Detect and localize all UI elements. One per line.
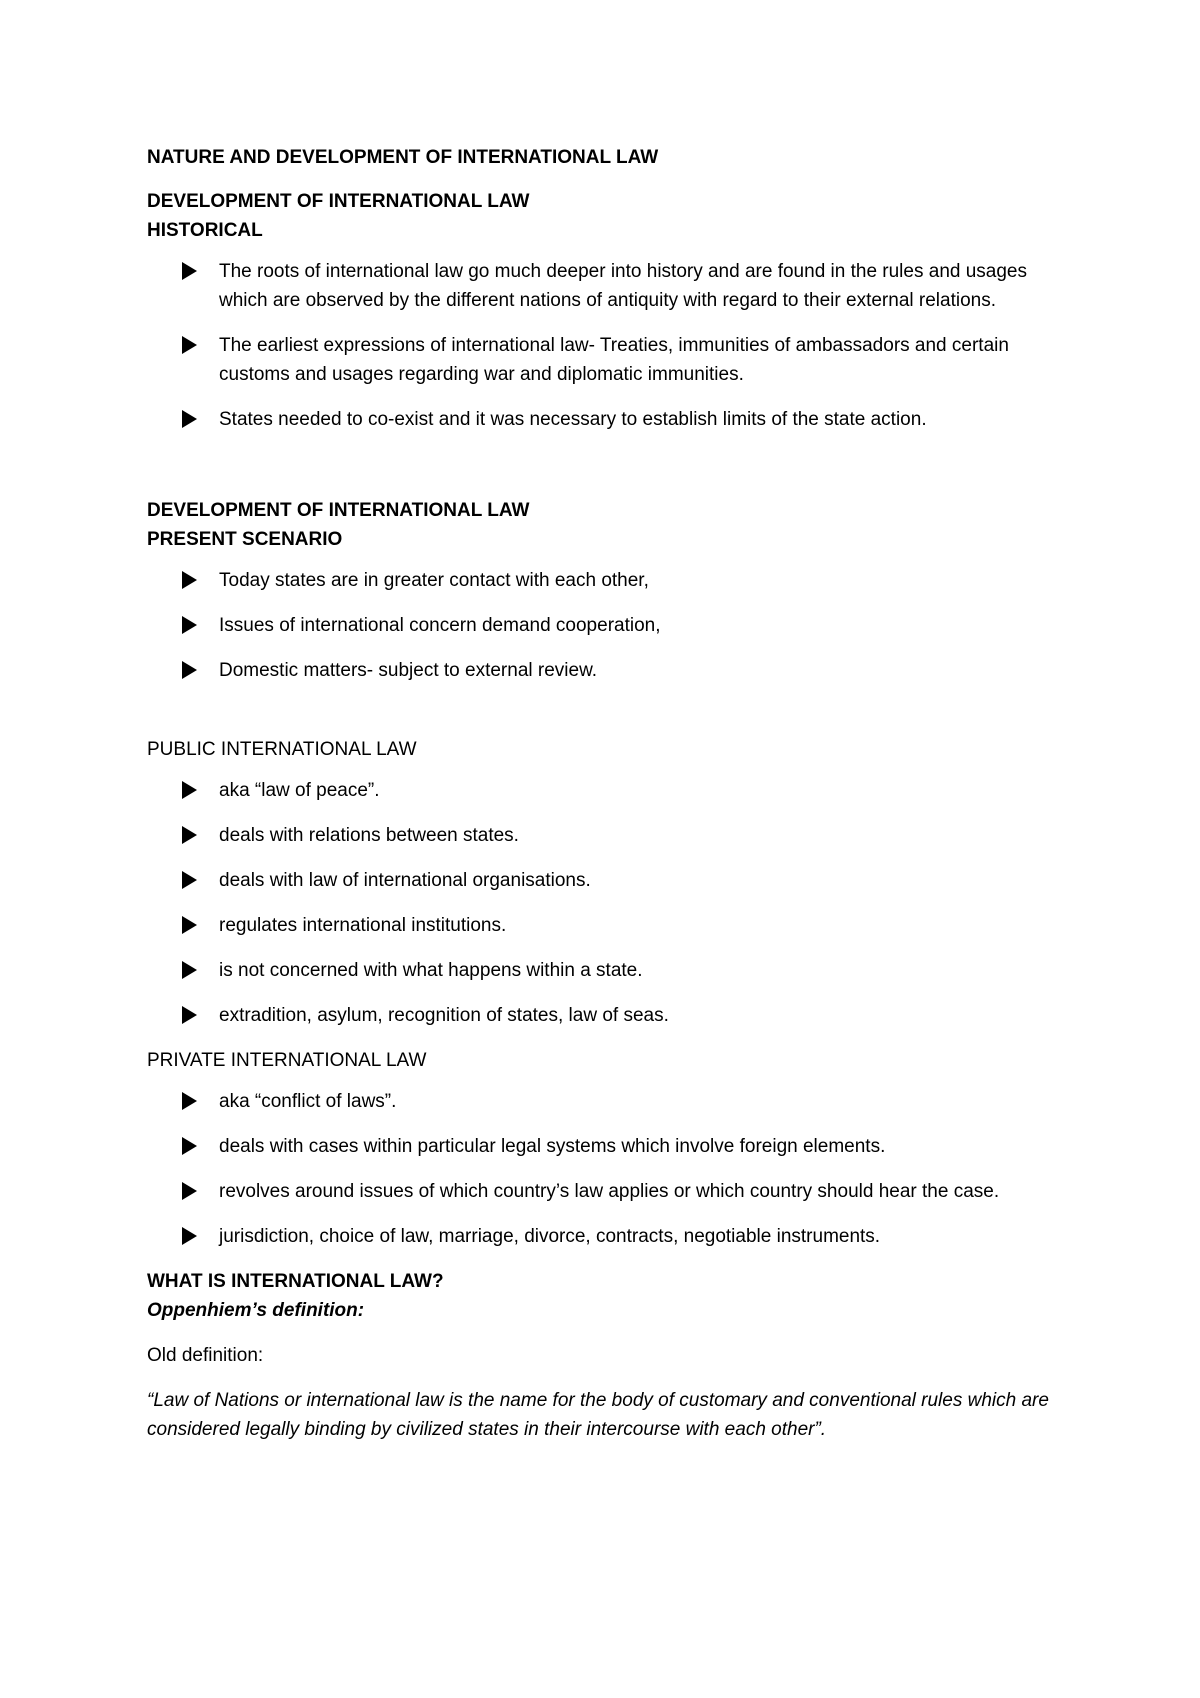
- document-page: [147, 143, 1077, 1444]
- bullet-arrow-icon: [182, 916, 197, 934]
- private-law-bullet-list: [147, 1087, 1077, 1251]
- list-item: [147, 257, 1077, 315]
- old-definition-label: Old definition:: [147, 1345, 264, 1366]
- bullet-arrow-icon: [182, 336, 197, 354]
- bullet-text: aka “conflict of laws”.: [219, 1091, 397, 1112]
- bullet-arrow-icon: [182, 961, 197, 979]
- bullet-text: jurisdiction, choice of law, marriage, divorce, contracts, negotiable instruments.: [219, 1226, 881, 1247]
- definition-subheading: Oppenhiem’s definition:: [147, 1300, 365, 1321]
- present-bullet-list: [147, 566, 1077, 685]
- list-item: [147, 1177, 1077, 1206]
- bullet-text: extradition, asylum, recognition of states, law of seas.: [219, 1005, 669, 1026]
- historical-bullet-list: [147, 257, 1077, 434]
- present-heading-line1: DEVELOPMENT OF INTERNATIONAL LAW: [147, 500, 530, 521]
- bullet-text: Issues of international concern demand cooperation,: [219, 615, 661, 636]
- bullet-arrow-icon: [182, 1006, 197, 1024]
- bullet-arrow-icon: [182, 410, 197, 428]
- list-item: [147, 656, 1077, 685]
- list-item: [147, 1132, 1077, 1161]
- historical-heading-line1: DEVELOPMENT OF INTERNATIONAL LAW: [147, 191, 530, 212]
- bullet-text: Today states are in greater contact with each other,: [219, 570, 649, 591]
- present-heading-line2: PRESENT SCENARIO: [147, 529, 343, 550]
- bullet-text: deals with law of international organisations.: [219, 870, 591, 891]
- list-item: [147, 956, 1077, 985]
- bullet-text: regulates international institutions.: [219, 915, 507, 936]
- bullet-text: deals with relations between states.: [219, 825, 519, 846]
- what-is-heading: WHAT IS INTERNATIONAL LAW?: [147, 1271, 444, 1292]
- list-item: [147, 776, 1077, 805]
- list-item: [147, 331, 1077, 389]
- list-item: [147, 821, 1077, 850]
- bullet-text: States needed to co-exist and it was necessary to establish limits of the state action.: [219, 409, 927, 430]
- bullet-text: The roots of international law go much deeper into history and are found in the rules and usages which are observed by the different nations of antiquity with regard to their external relations.: [219, 261, 1028, 311]
- bullet-arrow-icon: [182, 1092, 197, 1110]
- bullet-arrow-icon: [182, 781, 197, 799]
- list-item: [147, 1087, 1077, 1116]
- list-item: [147, 405, 1077, 434]
- list-item: [147, 1001, 1077, 1030]
- bullet-text: aka “law of peace”.: [219, 780, 380, 801]
- document-title: NATURE AND DEVELOPMENT OF INTERNATIONAL LAW: [147, 147, 659, 168]
- list-item: [147, 1222, 1077, 1251]
- list-item: [147, 866, 1077, 895]
- public-law-bullet-list: [147, 776, 1077, 1030]
- bullet-text: revolves around issues of which country’s law applies or which country should hear the case.: [219, 1181, 1000, 1202]
- list-item: [147, 566, 1077, 595]
- list-item: [147, 911, 1077, 940]
- bullet-arrow-icon: [182, 871, 197, 889]
- private-law-heading: PRIVATE INTERNATIONAL LAW: [147, 1050, 427, 1071]
- bullet-text: The earliest expressions of international law- Treaties, immunities of ambassadors and certain customs and usages regarding war and diplomatic immunities.: [219, 335, 1009, 385]
- bullet-arrow-icon: [182, 571, 197, 589]
- bullet-arrow-icon: [182, 616, 197, 634]
- bullet-arrow-icon: [182, 1182, 197, 1200]
- bullet-text: deals with cases within particular legal systems which involve foreign elements.: [219, 1136, 886, 1157]
- bullet-arrow-icon: [182, 826, 197, 844]
- bullet-arrow-icon: [182, 262, 197, 280]
- list-item: [147, 611, 1077, 640]
- bullet-arrow-icon: [182, 661, 197, 679]
- public-law-heading: PUBLIC INTERNATIONAL LAW: [147, 739, 417, 760]
- bullet-text: Domestic matters- subject to external review.: [219, 660, 598, 681]
- historical-heading-line2: HISTORICAL: [147, 220, 263, 241]
- definition-quote: “Law of Nations or international law is the name for the body of customary and conventional rules which are considered legally binding by civilized states in their intercourse with each other”.: [147, 1390, 1049, 1440]
- bullet-text: is not concerned with what happens within a state.: [219, 960, 643, 981]
- bullet-arrow-icon: [182, 1227, 197, 1245]
- bullet-arrow-icon: [182, 1137, 197, 1155]
